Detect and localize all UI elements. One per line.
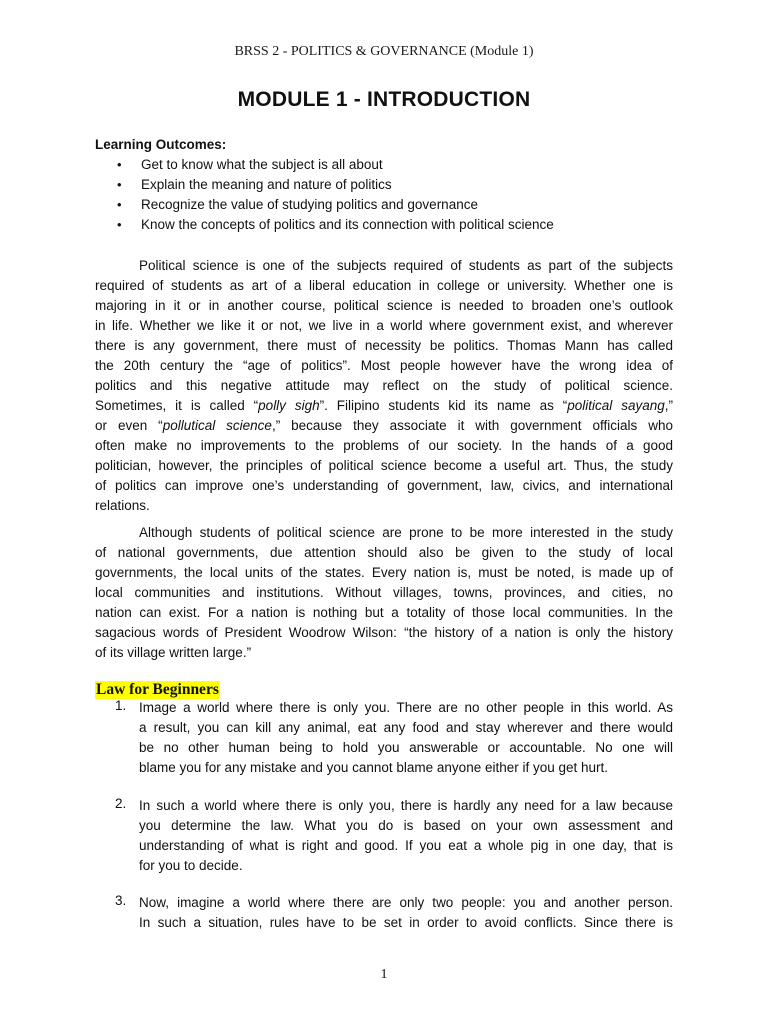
item-line: In such a situation, rules have to be set in order to avoid conflicts. Since there is — [139, 915, 673, 930]
paragraph-line: majoring in it or in another course, political science is needed to broaden one’s outlook — [95, 298, 673, 313]
page-number: 1 — [380, 967, 388, 982]
page-title: MODULE 1 - INTRODUCTION — [237, 88, 531, 111]
item-body — [139, 698, 673, 778]
item-body — [139, 796, 673, 876]
paragraph-line: of its village written large.” — [95, 645, 252, 660]
item-line: Image a world where there is only you. There are no other people in this world. As — [139, 700, 673, 715]
paragraph-line: in life. Whether we like it or not, we live in a world where government exist, and wherever — [95, 318, 673, 333]
running-header: BRSS 2 - POLITICS & GOVERNANCE (Module 1) — [234, 44, 534, 59]
outcome-text: Explain the meaning and nature of politics — [141, 177, 392, 192]
paragraph-line: local communities and institutions. Without villages, towns, provinces, and cities, no — [95, 585, 673, 600]
line-segment: ,” — [664, 398, 673, 413]
outcome-text: Recognize the value of studying politics and governance — [141, 197, 478, 212]
italic-term: pollutical science — [162, 418, 272, 433]
bullet-icon: • — [117, 217, 122, 232]
paragraph-line: of national governments, due attention should also be given to the study of local — [95, 545, 673, 560]
paragraph-line: of politics can improve one’s understanding of government, law, civics, and international — [95, 478, 673, 493]
paragraph-line: Political science is one of the subjects required of students as part of the subjects — [139, 258, 673, 273]
item-body — [139, 893, 673, 933]
item-number: 3. — [115, 893, 127, 908]
intro-paragraph — [95, 256, 673, 516]
paragraph-line: nation can exist. For a nation is nothing but a totality of those local communities. In the — [95, 605, 673, 620]
paragraph-line: relations. — [95, 498, 150, 513]
line-segment: or even “ — [95, 418, 163, 433]
item-line: for you to decide. — [139, 858, 243, 873]
paragraph-line — [95, 416, 673, 436]
paragraph-line: governments, the local units of the states. Every nation is, must be noted, is made up of — [95, 565, 673, 580]
paragraph-line: the 20th century the “age of politics”. Most people however have the wrong idea of — [95, 358, 673, 373]
paragraph-line: politician, however, the principles of political science become a useful art. Thus, the study — [95, 458, 673, 473]
line-segment: Sometimes, it is called “ — [95, 398, 259, 413]
item-line: be no other human being to hold you answerable or accountable. No one will — [139, 740, 673, 755]
item-line: blame you for any mistake and you cannot blame anyone either if you get hurt. — [139, 760, 609, 775]
section-heading-law-for-beginners: Law for Beginners — [96, 681, 219, 698]
paragraph-line: required of students as art of a liberal education in college or university. Whether one is — [95, 278, 673, 293]
item-line: In such a world where there is only you, there is hardly any need for a law because — [139, 798, 673, 813]
list-item — [95, 215, 685, 235]
list-item — [95, 155, 685, 175]
paragraph-line — [95, 396, 673, 416]
bullet-icon: • — [117, 177, 122, 192]
item-line: Now, imagine a world where there are only two people: you and another person. — [139, 895, 673, 910]
item-number: 2. — [115, 796, 127, 811]
italic-term: political sayang — [567, 398, 665, 413]
item-number: 1. — [115, 698, 127, 713]
italic-term: polly sigh — [258, 398, 320, 413]
line-segment: ,” because they associate it with government officials who — [271, 418, 673, 433]
paragraph-line: sagacious words of President Woodrow Wilson: “the history of a nation is only the history — [95, 625, 673, 640]
bullet-icon: • — [117, 197, 122, 212]
item-line: understanding of what is right and good. If you eat a whole pig in one day, that is — [139, 838, 673, 853]
item-line: a result, you can kill any animal, eat any food and stay wherever and there would — [139, 720, 673, 735]
outcome-text: Know the concepts of politics and its connection with political science — [141, 217, 554, 232]
paragraph-line: often make no improvements to the problems of our society. In the hands of a good — [95, 438, 673, 453]
list-item — [95, 195, 685, 215]
learning-outcomes-heading: Learning Outcomes: — [95, 137, 227, 152]
line-segment: ”. Filipino students kid its name as “ — [319, 398, 568, 413]
learning-outcomes-list — [95, 155, 685, 235]
outcome-text: Get to know what the subject is all about — [141, 157, 383, 172]
list-item — [95, 175, 685, 195]
paragraph-line: Although students of political science are prone to be more interested in the study — [139, 525, 673, 540]
paragraph-line: politics and this negative attitude may reflect on the study of political science. — [95, 378, 673, 393]
bullet-icon: • — [117, 157, 122, 172]
paragraph-line: there is any government, there must of necessity be politics. Thomas Mann has called — [95, 338, 673, 353]
item-line: you determine the law. What you do is based on your own assessment and — [139, 818, 673, 833]
local-government-paragraph — [95, 523, 673, 663]
